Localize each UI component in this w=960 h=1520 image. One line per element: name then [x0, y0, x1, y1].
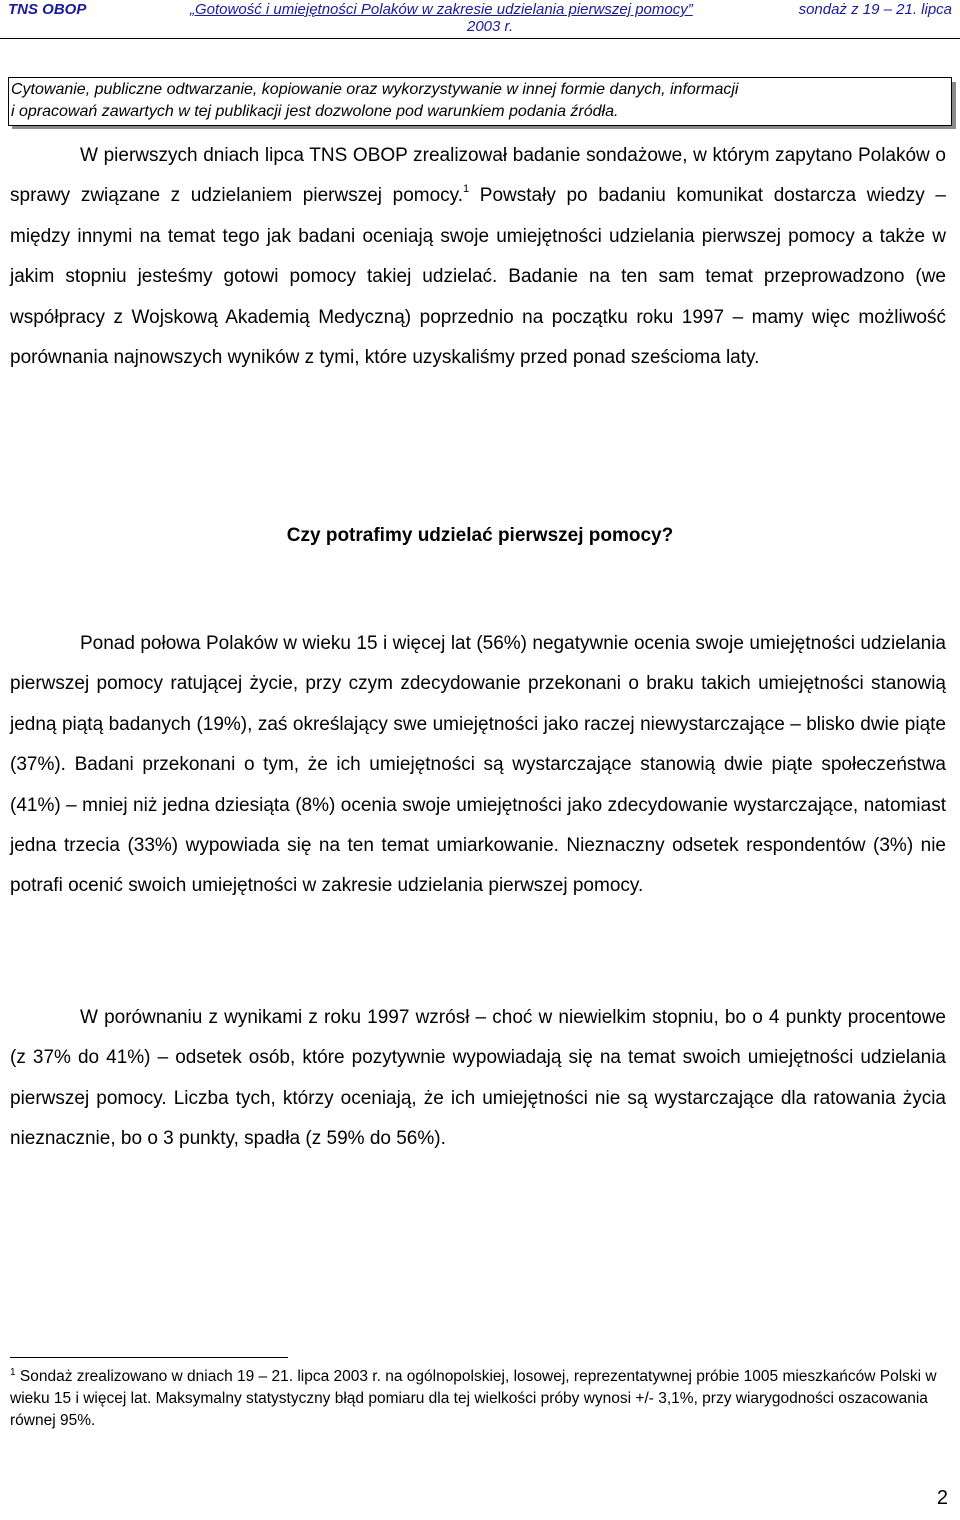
footnote	[10, 1366, 940, 1432]
footnote-text: Sondaż zrealizowano w dniach 19 – 21. lipca 2003 r. na ogólnopolskiej, losowej, reprezentatywnej próbie 1005 mieszkańców Polski w wieku 15 i więcej lat. Maksymalny statystyczny błąd pomiaru dla tej wielkości próby wynosi +/- 3,1%, przy wiarygodności oszacowania równej 95%.	[10, 1368, 937, 1429]
paragraph-3-text: W porównaniu z wynikami z roku 1997 wzrósł – choć w niewielkim stopniu, bo o 4 punkty procentowe (z 37% do 41%) – odsetek osób, które pozytywnie wypowiadają się na temat swoich umiejętności udzielania pierwszej pomocy. Liczba tych, którzy oceniają, że ich umiejętności nie są wystarczające dla ratowania życia nieznacznie, bo o 3 punkty, spadła (z 59% do 56%).	[10, 1007, 946, 1150]
header-date-year: 2003 r.	[467, 18, 514, 35]
notice-line-2: i opracowań zawartych w tej publikacji jest dozwolone pod warunkiem podania źródła.	[11, 103, 619, 120]
footnote-divider	[10, 1357, 288, 1358]
notice-line-1: Cytowanie, publiczne odtwarzanie, kopiowanie oraz wykorzystywanie w innej formie danych, informacji	[11, 81, 739, 98]
paragraph-2	[10, 624, 946, 907]
page-number: 2	[936, 1487, 948, 1509]
page-header	[0, 0, 960, 39]
header-title: „Gotowość i umiejętności Polaków w zakresie udzielania pierwszej pomocy”	[190, 1, 693, 18]
header-date: sondaż z 19 – 21. lipca	[798, 1, 952, 18]
paragraph-2-text: Ponad połowa Polaków w wieku 15 i więcej lat (56%) negatywnie ocenia swoje umiejętności udzielania pierwszej pomocy ratującej życie, przy czym zdecydowanie przekonani o braku takich umiejętności stanowią jedną piątą badanych (19%), zaś określający swe umiejętności jako raczej niewystarczające – blisko dwie piąte (37%). Badani przekonani o tym, że ich umiejętności są wystarczające stanowią dwie piąte społeczeństwa (41%) – mniej niż jedna dziesiąta (8%) ocenia swoje umiejętności jako zdecydowanie wystarczające, natomiast jedna trzecia (33%) wypowiada się na ten temat umiarkowanie. Nieznaczny odsetek respondentów (3%) nie potrafi ocenić swoich umiejętności w zakresie udzielania pierwszej pomocy.	[10, 633, 946, 897]
footnote-mark: 1	[10, 1367, 16, 1378]
intro-text-1: W pierwszych dniach lipca TNS OBOP zrealizował badanie sondażowe, w którym zapytano Polaków o sprawy związane z udzielaniem pierwszej pomocy.	[10, 145, 946, 207]
paragraph-3	[10, 998, 946, 1160]
intro-paragraph	[10, 136, 946, 378]
header-org: TNS OBOP	[8, 1, 87, 18]
copyright-notice	[8, 77, 952, 126]
footnote-reference[interactable]: 1	[463, 183, 470, 196]
intro-text-2: Powstały po badaniu komunikat dostarcza wiedzy – między innymi na temat tego jak badani oceniają swoje umiejętności udzielania pierwszej pomocy a także w jakim stopniu jesteśmy gotowi pomocy takiej udzielać. Badanie na ten sam temat przeprowadzono (we współpracy z Wojskową Akademią Medyczną) poprzednio na początku roku 1997 – mamy więc możliwość porównania najnowszych wyników z tymi, które uzyskaliśmy przed ponad sześcioma laty.	[10, 185, 946, 369]
section-heading: Czy potrafimy udzielać pierwszej pomocy?	[286, 525, 674, 546]
